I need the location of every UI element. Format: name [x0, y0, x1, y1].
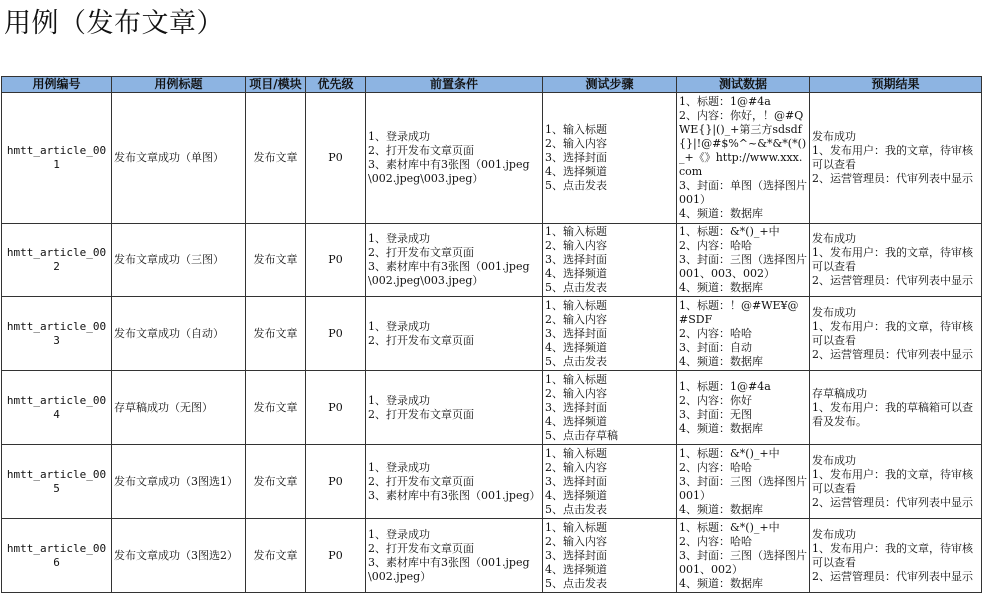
cell-module [246, 371, 306, 445]
cell-priority [306, 371, 366, 445]
cell-case-id-text: hmtt_article_003 [6, 319, 107, 347]
cell-precondition-text: 1、登录成功 2、打开发布文章页面 [368, 393, 474, 421]
cell-module-text: 发布文章 [253, 548, 298, 562]
cell-test-data [677, 93, 810, 224]
cell-module [246, 445, 306, 519]
cell-module-text: 发布文章 [253, 326, 298, 340]
cell-precondition [366, 445, 543, 519]
cell-priority-text: P0 [328, 253, 343, 266]
cell-priority-text: P0 [328, 400, 343, 414]
cell-case-title [112, 93, 246, 224]
cell-case-title [112, 445, 246, 519]
cell-expected-result-text: 发布成功 1、发布用户：我的文章，待审核可以查看 2、运营管理员：代审列表中显示 [812, 527, 973, 583]
cell-test-data [677, 224, 810, 297]
cell-steps-text: 1、输入标题 2、输入内容 3、选择封面 4、选择频道 5、点击发表 [545, 520, 607, 590]
cell-case-title [112, 371, 246, 445]
cell-test-data-text: 1、标题：&*()_+中 2、内容：哈哈 3、封面：三图（选择图片001、002） 4、频道：数据库 [679, 520, 807, 590]
cell-test-data-text: 1、标题：&*()_+中 2、内容：哈哈 3、封面：三图（选择图片001、003、002） 4、频道：数据库 [679, 225, 807, 294]
cell-precondition [366, 297, 543, 371]
cell-case-id-text: hmtt_article_002 [6, 246, 107, 273]
cell-case-id-text: hmtt_article_006 [6, 541, 107, 569]
cell-expected-result-text: 发布成功 1、发布用户：我的文章，待审核可以查看 2、运营管理员：代审列表中显示 [812, 305, 973, 361]
cell-module-text: 发布文章 [253, 400, 298, 414]
header-module: 项目/模块 [246, 77, 306, 93]
cell-priority [306, 297, 366, 371]
cell-steps [543, 224, 677, 297]
cell-test-data [677, 371, 810, 445]
cell-module-text: 发布文章 [253, 253, 298, 266]
cell-case-id [2, 297, 112, 371]
cell-case-title-text: 发布文章成功（3图选1） [114, 474, 238, 488]
table-row [2, 371, 982, 445]
cell-steps-text: 1、输入标题 2、输入内容 3、选择封面 4、选择频道 5、点击存草稿 [545, 372, 618, 442]
test-case-table [1, 76, 982, 593]
cell-module [246, 519, 306, 593]
cell-case-id [2, 93, 112, 224]
cell-case-title-text: 发布文章成功（单图） [114, 151, 224, 164]
cell-case-title-text: 存草稿成功（无图） [114, 400, 213, 414]
cell-priority-text: P0 [328, 151, 343, 164]
cell-steps [543, 445, 677, 519]
cell-steps [543, 297, 677, 371]
cell-module [246, 93, 306, 224]
cell-module-text: 发布文章 [253, 474, 298, 488]
cell-test-data [677, 445, 810, 519]
header-name: 用例标题 [112, 77, 246, 93]
cell-expected-result [810, 297, 982, 371]
header-precondition: 前置条件 [366, 77, 543, 93]
cell-case-id [2, 445, 112, 519]
page-title: 用例（发布文章） [4, 8, 224, 39]
cell-precondition-text: 1、登录成功 2、打开发布文章页面 3、素材库中有3张图（001.jpeg\002.jpeg） [368, 527, 530, 583]
cell-expected-result-text: 发布成功 1、发布用户：我的文章，待审核可以查看 2、运营管理员：代审列表中显示 [812, 232, 973, 287]
cell-test-data-text: 1、标题：！@#WE¥@#SDF 2、内容：哈哈 3、封面：自动 4、频道：数据库 [679, 298, 799, 368]
cell-expected-result [810, 519, 982, 593]
cell-test-data [677, 297, 810, 371]
cell-precondition-text: 1、登录成功 2、打开发布文章页面 3、素材库中有3张图（001.jpeg） [368, 460, 540, 502]
cell-priority [306, 519, 366, 593]
header-expected: 预期结果 [810, 77, 982, 93]
cell-steps [543, 93, 677, 224]
cell-case-id-text: hmtt_article_004 [6, 393, 107, 421]
header-data: 测试数据 [677, 77, 810, 93]
cell-case-id [2, 519, 112, 593]
cell-case-title [112, 224, 246, 297]
cell-module [246, 224, 306, 297]
cell-module-text: 发布文章 [253, 151, 298, 164]
cell-test-data-text: 1、标题：1@#4a 2、内容：你好，！@#QWE{}|()_+第三方sdsdf{}|!@#$%^~&*&*(*()_+《》http://www.xxx.com 3、封面：单图（选择图片001） 4、频道：数据库 [679, 95, 807, 220]
cell-module [246, 297, 306, 371]
header-priority: 优先级 [306, 77, 366, 93]
cell-expected-result-text: 存草稿成功 1、发布用户：我的草稿箱可以查看及发布。 [812, 386, 973, 428]
cell-priority [306, 445, 366, 519]
cell-precondition [366, 519, 543, 593]
cell-case-title [112, 519, 246, 593]
cell-precondition-text: 1、登录成功 2、打开发布文章页面 [368, 319, 474, 347]
cell-case-id-text: hmtt_article_001 [6, 144, 107, 171]
cell-test-data-text: 1、标题：&*()_+中 2、内容：哈哈 3、封面：三图（选择图片001） 4、频道：数据库 [679, 446, 807, 516]
cell-priority [306, 224, 366, 297]
cell-expected-result-text: 发布成功 1、发布用户：我的文章，待审核可以查看 2、运营管理员：代审列表中显示 [812, 130, 973, 185]
cell-case-title-text: 发布文章成功（三图） [114, 253, 224, 266]
table-row [2, 445, 982, 519]
cell-case-id [2, 371, 112, 445]
cell-priority-text: P0 [328, 326, 343, 340]
cell-steps-text: 1、输入标题 2、输入内容 3、选择封面 4、选择频道 5、点击发表 [545, 123, 607, 192]
cell-precondition [366, 371, 543, 445]
cell-expected-result-text: 发布成功 1、发布用户：我的文章，待审核可以查看 2、运营管理员：代审列表中显示 [812, 453, 973, 509]
cell-precondition-text: 1、登录成功 2、打开发布文章页面 3、素材库中有3张图（001.jpeg\002.jpeg\003.jpeg） [368, 130, 530, 185]
cell-steps-text: 1、输入标题 2、输入内容 3、选择封面 4、选择频道 5、点击发表 [545, 225, 607, 294]
table-header-row [2, 77, 982, 93]
cell-expected-result [810, 93, 982, 224]
header-id: 用例编号 [2, 77, 112, 93]
cell-steps [543, 519, 677, 593]
cell-priority [306, 93, 366, 224]
cell-precondition [366, 93, 543, 224]
cell-test-data [677, 519, 810, 593]
table-row [2, 519, 982, 593]
table-row [2, 224, 982, 297]
table-row [2, 93, 982, 224]
header-steps: 测试步骤 [543, 77, 677, 93]
cell-priority-text: P0 [328, 474, 343, 488]
cell-precondition-text: 1、登录成功 2、打开发布文章页面 3、素材库中有3张图（001.jpeg\002.jpeg\003.jpeg） [368, 232, 530, 287]
cell-test-data-text: 1、标题：1@#4a 2、内容：你好 3、封面：无图 4、频道：数据库 [679, 379, 771, 435]
cell-case-id [2, 224, 112, 297]
cell-case-title [112, 297, 246, 371]
cell-steps-text: 1、输入标题 2、输入内容 3、选择封面 4、选择频道 5、点击发表 [545, 446, 607, 516]
cell-priority-text: P0 [328, 548, 343, 562]
cell-precondition [366, 224, 543, 297]
cell-case-id-text: hmtt_article_005 [6, 467, 107, 495]
cell-steps-text: 1、输入标题 2、输入内容 3、选择封面 4、选择频道 5、点击发表 [545, 298, 607, 368]
cell-case-title-text: 发布文章成功（自动） [114, 326, 224, 340]
cell-expected-result [810, 371, 982, 445]
cell-expected-result [810, 445, 982, 519]
cell-steps [543, 371, 677, 445]
table-row [2, 297, 982, 371]
cell-case-title-text: 发布文章成功（3图选2） [114, 548, 238, 562]
cell-expected-result [810, 224, 982, 297]
